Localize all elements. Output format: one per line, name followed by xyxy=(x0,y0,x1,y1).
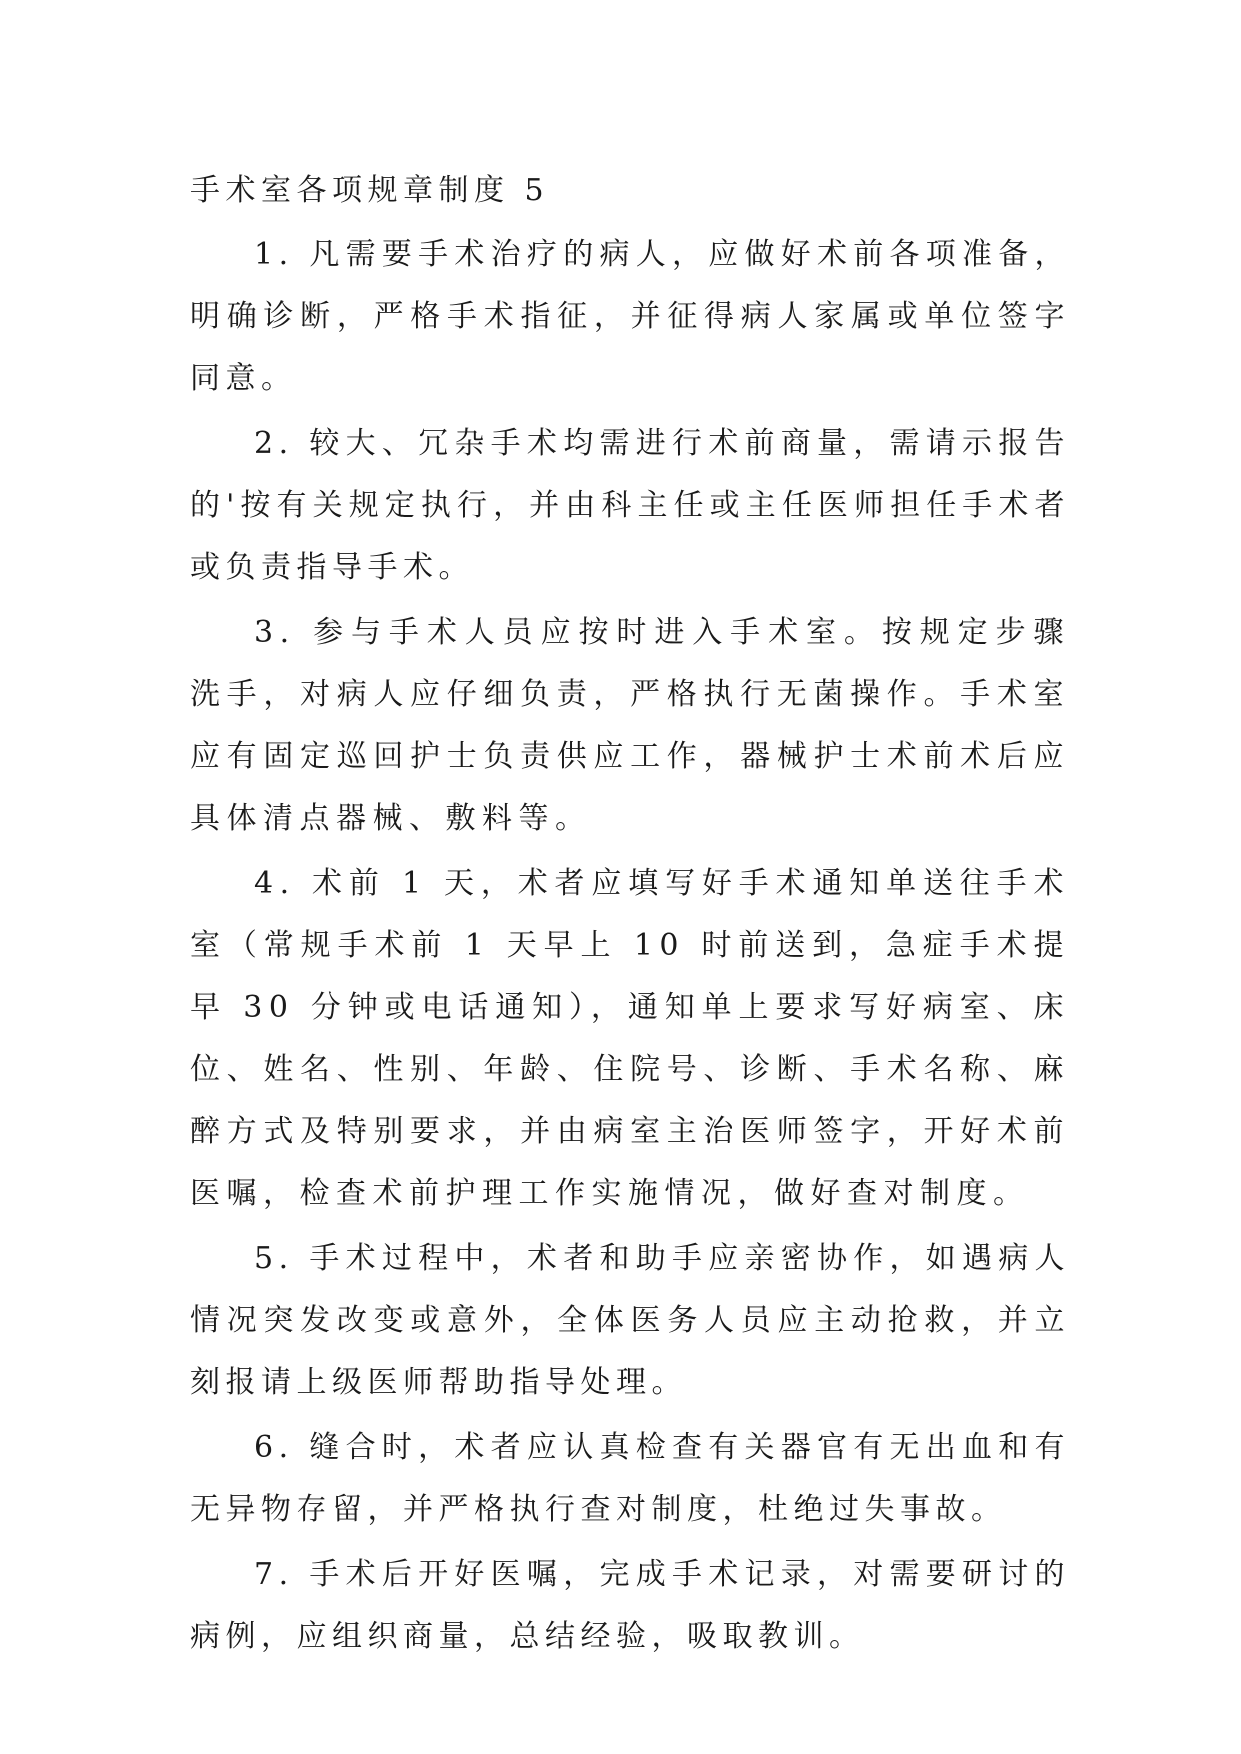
rule-paragraph-1: 1. 凡需要手术治疗的病人，应做好术前各项准备，明确诊断，严格手术指征，并征得病人家属或单位签字同意。 xyxy=(190,237,1070,396)
rule-paragraph-3: 3. 参与手术人员应按时进入手术室。按规定步骤洗手，对病人应仔细负责，严格执行无菌操作。手术室应有固定巡回护士负责供应工作，器械护士术前术后应具体清点器械、敷料等。 xyxy=(190,615,1070,836)
rule-paragraph-6: 6. 缝合时，术者应认真检查有关器官有无出血和有无异物存留，并严格执行查对制度，杜绝过失事故。 xyxy=(190,1430,1070,1527)
rule-paragraph-7: 7. 手术后开好医嘱，完成手术记录，对需要研讨的病例，应组织商量，总结经验，吸取教训。 xyxy=(190,1557,1070,1654)
rule-paragraph-4: 4. 术前 1 天，术者应填写好手术通知单送往手术室（常规手术前 1 天早上 10 时前送到，急症手术提早 30 分钟或电话通知），通知单上要求写好病室、床位、姓名、性别、年龄、住院号、诊断、手术名称、麻醉方式及特别要求，并由病室主治医师签字，开好术前医嘱，检查术前护理工作实施情况，做好查对制度。 xyxy=(190,866,1070,1211)
rule-paragraph-5: 5. 手术过程中，术者和助手应亲密协作，如遇病人情况突发改变或意外，全体医务人员应主动抢救，并立刻报请上级医师帮助指导处理。 xyxy=(190,1241,1070,1400)
document-body xyxy=(190,160,1070,1671)
rule-paragraph-2: 2. 较大、冗杂手术均需进行术前商量，需请示报告的'按有关规定执行，并由科主任或主任医师担任手术者或负责指导手术。 xyxy=(190,426,1070,585)
document-title: 手术室各项规章制度 5 xyxy=(190,173,550,208)
